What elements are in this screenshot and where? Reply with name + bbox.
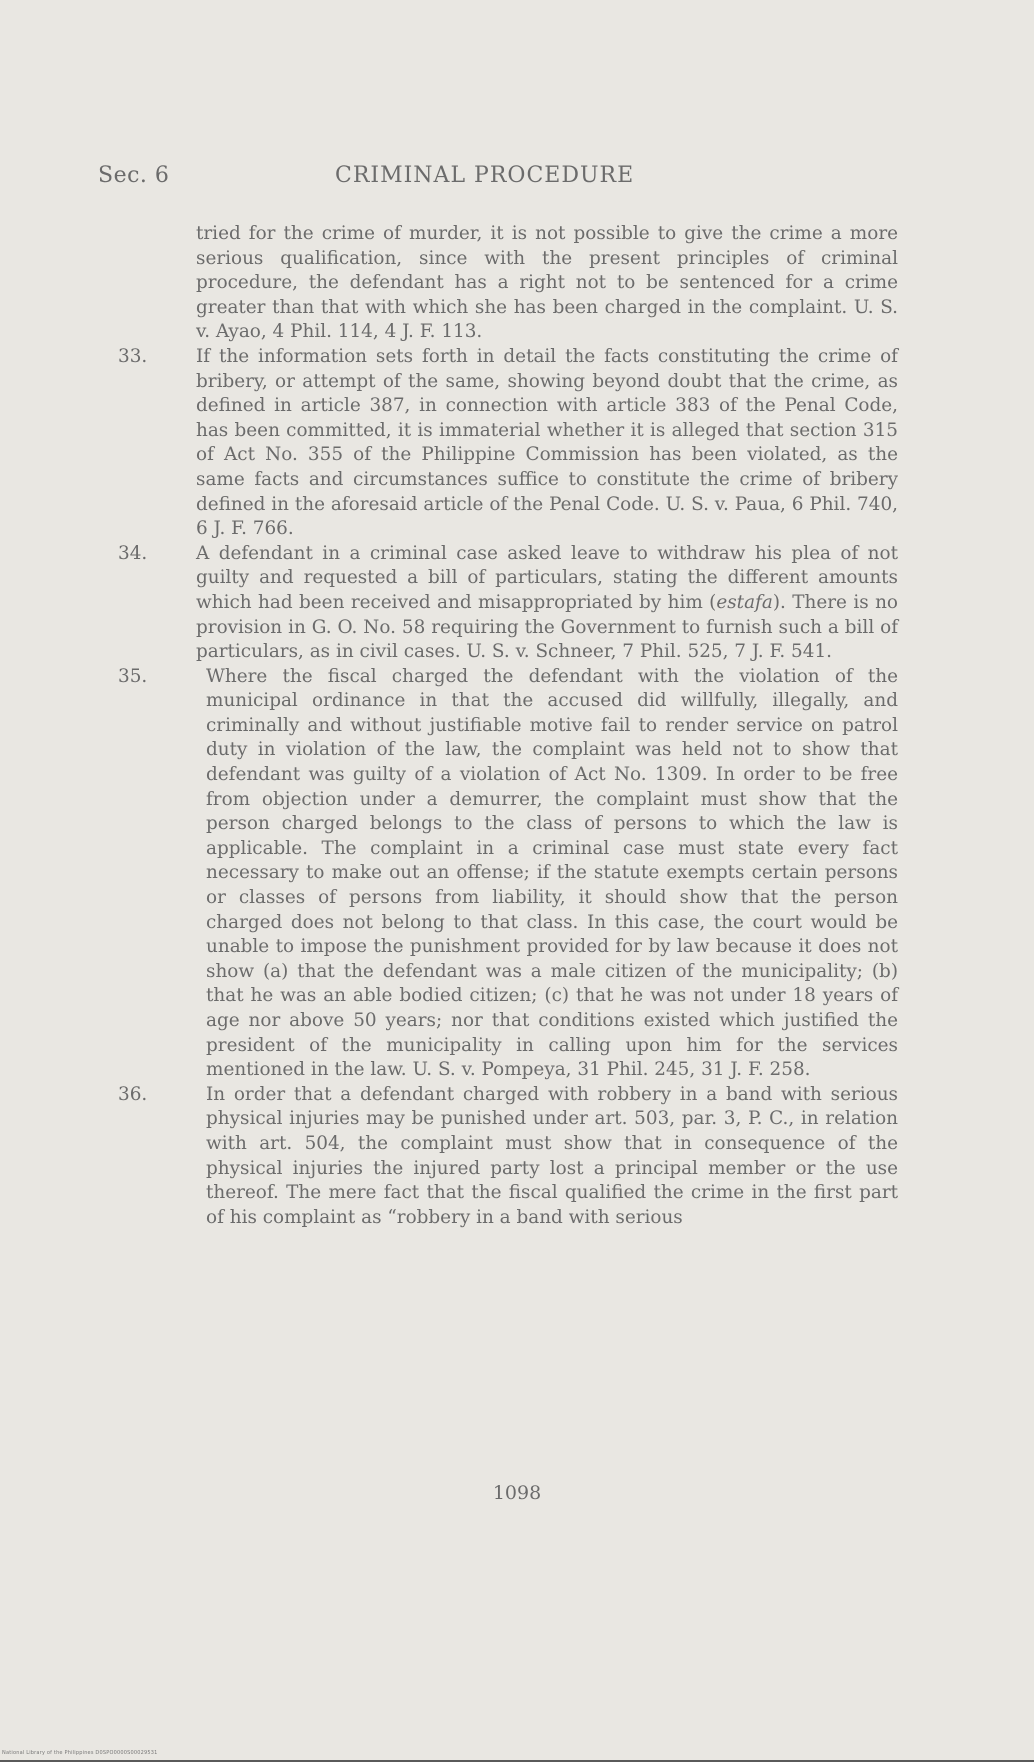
- body-text: [118, 222, 898, 1230]
- item-text-start: A defendant in a criminal case asked leave to withdraw his plea of not guilty and requested a bill of particulars, stating the different amounts which had been received and misappropriated by him (: [196, 542, 898, 613]
- section-label: Sec. 6: [98, 163, 170, 188]
- running-header: [98, 163, 898, 193]
- annotation-item-35: [118, 665, 898, 1083]
- annotation-item-34: [118, 542, 898, 665]
- annotation-item-36: [118, 1083, 898, 1231]
- item-text-italic: estafa: [716, 591, 773, 613]
- item-text-end: ). There is no provision in G. O. No. 58 requiring the Government to furnish such a bill of particulars, as in civil cases. U. S. v. Schneer, 7 Phil. 525, 7 J. F. 541.: [196, 591, 898, 663]
- item-number: 36.: [118, 1083, 148, 1105]
- item-text: In order that a defendant charged with robbery in a band with serious physical injuries may be punished under art. 503, par. 3, P. C., in relation with art. 504, the complaint must show that in consequence of the physical injuries the injured party lost a principal member or the use thereof. The mere fact that the fiscal qualified the crime in the first part of his complaint as “robbery in a band with serious: [206, 1083, 898, 1228]
- page-number: 1098: [492, 1482, 542, 1504]
- item-text: If the information sets forth in detail the facts constituting the crime of bribery, or attempt of the same, showing beyond doubt that the crime, as defined in article 387, in connection with article 383 of the Penal Code, has been committed, it is immaterial whether it is alleged that section 315 of Act No. 355 of the Philippine Commission has been violated, as the same facts and circumstances suffice to constitute the crime of bribery defined in the aforesaid article of the Penal Code. U. S. v. Paua, 6 Phil. 740, 6 J. F. 766.: [196, 345, 898, 540]
- item-number: 34.: [118, 542, 148, 564]
- continuation-paragraph: tried for the crime of murder, it is not possible to give the crime a more serious qualification, since with the present principles of criminal procedure, the defendant has a right not to be sentenced for a crime greater than that with which she has been charged in the complaint. U. S. v. Ayao, 4 Phil. 114, 4 J. F. 113.: [196, 223, 898, 343]
- chapter-title: CRIMINAL PROCEDURE: [335, 163, 635, 188]
- item-number: 35.: [118, 665, 148, 687]
- annotation-item-33: [118, 345, 898, 542]
- item-text: Where the fiscal charged the defendant with the violation of the municipal ordinance in that the accused did willfully, illegally, and criminally and without justifiable motive fail to render service on patrol duty in violation of the law, the complaint was held not to show that defendant was guilty of a violation of Act No. 1309. In order to be free from objection under a demurrer, the complaint must show that the person charged belongs to the class of persons to which the law is applicable. The complaint in a criminal case must state every fact necessary to make out an offense; if the statute exempts certain persons or classes of persons from liability, it should show that the person charged does not belong to that class. In this case, the court would be unable to impose the punishment provided for by law because it does not show (a) that the defendant was a male citizen of the municipality; (b) that he was an able bodied citizen; (c) that he was not under 18 years of age nor above 50 years; nor that conditions existed which justified the president of the municipality in calling upon him for the services mentioned in the law. U. S. v. Pompeya, 31 Phil. 245, 31 J. F. 258.: [206, 665, 898, 1081]
- footer-credit: National Library of the Philippines D0SPO0000S00029531: [2, 1750, 158, 1756]
- item-number: 33.: [118, 345, 148, 367]
